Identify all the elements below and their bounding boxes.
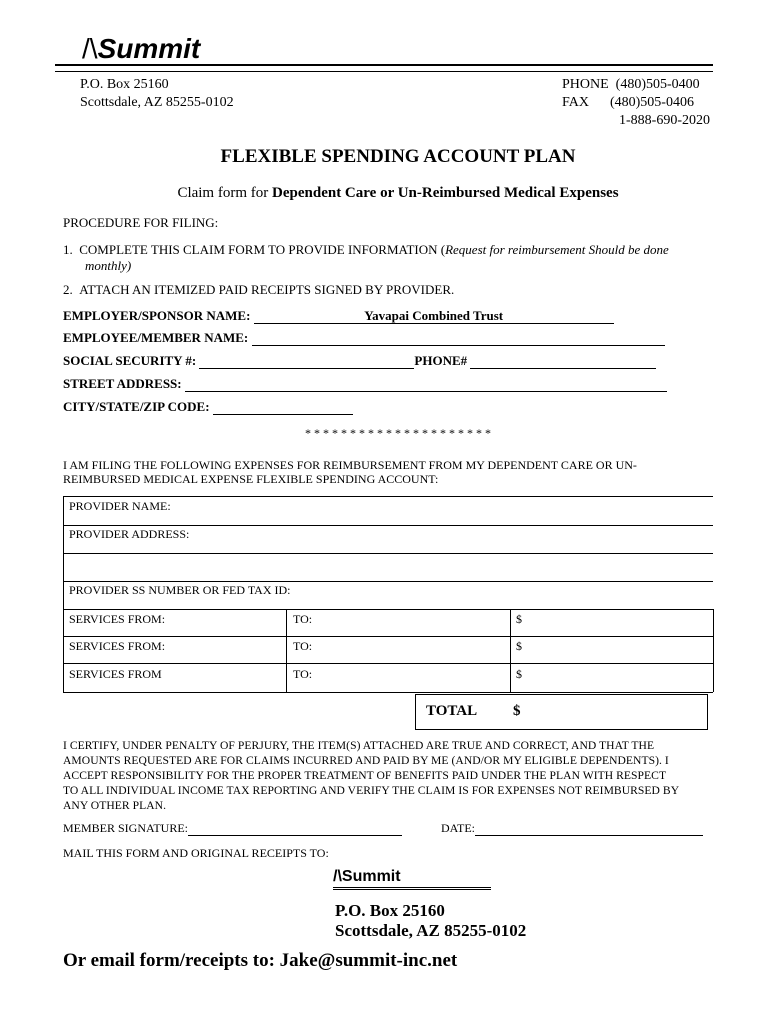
services-bottom-border bbox=[63, 692, 713, 693]
services-from-label: SERVICES FROM: bbox=[69, 612, 166, 626]
services-line-1 bbox=[63, 636, 713, 637]
summit-logo bbox=[82, 34, 200, 64]
street-row bbox=[63, 376, 667, 392]
step2-text: ATTACH AN ITEMIZED PAID RECEIPTS SIGNED BY PROVIDER. bbox=[79, 282, 455, 297]
services-amount-label: $ bbox=[516, 612, 522, 626]
city-label: CITY/STATE/ZIP CODE: bbox=[63, 399, 210, 414]
city-field[interactable] bbox=[213, 400, 353, 415]
provider-address-label: PROVIDER ADDRESS: bbox=[69, 527, 190, 541]
ssn-row bbox=[63, 353, 656, 369]
city-row bbox=[63, 399, 353, 415]
filing-statement-line2: REIMBURSED MEDICAL EXPENSE FLEXIBLE SPENDING ACCOUNT: bbox=[63, 472, 439, 486]
services-amount-label: $ bbox=[516, 639, 522, 653]
total-box[interactable] bbox=[415, 694, 708, 730]
signature-row bbox=[63, 821, 402, 836]
phone-label: PHONE bbox=[562, 77, 609, 92]
services-to-label: TO: bbox=[293, 667, 313, 681]
provider-line-2 bbox=[63, 553, 713, 554]
ssn-label: SOCIAL SECURITY #: bbox=[63, 353, 197, 368]
email-instruction: Or email form/receipts to: Jake@summit-inc.net bbox=[63, 950, 458, 971]
filing-statement bbox=[63, 458, 733, 486]
ssn-field[interactable] bbox=[199, 354, 414, 369]
total-label: TOTAL bbox=[426, 703, 478, 719]
employer-field[interactable] bbox=[254, 308, 614, 324]
fax-value: (480)505-0406 bbox=[609, 95, 694, 110]
employer-row bbox=[63, 308, 614, 324]
provider-line-1 bbox=[63, 525, 713, 526]
employee-row bbox=[63, 330, 665, 346]
employer-label: EMPLOYER/SPONSOR NAME: bbox=[63, 308, 251, 323]
certify-line: I CERTIFY, UNDER PENALTY OF PERJURY, THE ITEM(S) ATTACHED ARE TRUE AND CORRECT, AND THAT THE bbox=[63, 739, 655, 752]
provider-taxid-label: PROVIDER SS NUMBER OR FED TAX ID: bbox=[69, 583, 291, 597]
step1-italic: Request for reimbursement Should be done bbox=[445, 242, 669, 257]
page-title: FLEXIBLE SPENDING ACCOUNT PLAN bbox=[220, 146, 576, 167]
services-from-label: SERVICES FROM bbox=[69, 667, 162, 681]
services-amount-label: $ bbox=[516, 667, 522, 681]
date-field[interactable] bbox=[475, 823, 703, 836]
logo-text: Summit bbox=[97, 33, 201, 64]
certification-text bbox=[63, 738, 735, 813]
street-field[interactable] bbox=[185, 377, 667, 392]
provider-taxid-field[interactable] bbox=[69, 583, 291, 598]
tollfree: 1-888-690-2020 bbox=[619, 113, 710, 128]
services-line-2 bbox=[63, 663, 713, 664]
filing-statement-line1: I AM FILING THE FOLLOWING EXPENSES FOR REIMBURSEMENT FROM MY DEPENDENT CARE OR UN- bbox=[63, 458, 637, 472]
services-right-border bbox=[713, 609, 714, 692]
signature-field[interactable] bbox=[188, 823, 402, 836]
street-label: STREET ADDRESS: bbox=[63, 376, 182, 391]
signature-label: MEMBER SIGNATURE: bbox=[63, 821, 189, 835]
provider-name-label: PROVIDER NAME: bbox=[69, 499, 171, 513]
step1-num: 1. bbox=[63, 242, 73, 257]
services-from-label: SERVICES FROM: bbox=[69, 639, 166, 653]
date-row bbox=[441, 821, 703, 836]
certify-line: ANY OTHER PLAN. bbox=[63, 799, 167, 812]
header-contact bbox=[562, 76, 712, 130]
employee-field[interactable] bbox=[252, 331, 665, 346]
employee-label: EMPLOYEE/MEMBER NAME: bbox=[63, 330, 249, 345]
subtitle bbox=[0, 185, 770, 202]
phone-field[interactable] bbox=[470, 354, 656, 369]
header-address bbox=[80, 76, 234, 112]
footer-logo bbox=[333, 868, 491, 890]
services-to-label: TO: bbox=[293, 612, 313, 626]
procedure-step1 bbox=[63, 242, 723, 274]
subtitle-bold: Dependent Care or Un-Reimbursed Medical Expenses bbox=[272, 185, 619, 201]
separator: * * * * * * * * * * * * * * * * * * * * * bbox=[305, 426, 491, 440]
logo-mark: /\ bbox=[82, 33, 98, 64]
certify-line: ACCEPT RESPONSIBILITY FOR THE PROPER TREATMENT OF BENEFITS PAID UNDER THE PLAN WITH RESPECT bbox=[63, 769, 667, 782]
header-rule bbox=[55, 64, 713, 72]
services-top-border bbox=[63, 609, 713, 610]
address-line2: Scottsdale, AZ 85255-0102 bbox=[80, 95, 234, 110]
certify-line: AMOUNTS REQUESTED ARE FOR CLAIMS INCURRED AND PAID BY ME (AND/OR MY ELIGIBLE DEPENDENTS). I bbox=[63, 754, 669, 767]
provider-name-field[interactable] bbox=[69, 499, 171, 514]
procedure-heading: PROCEDURE FOR FILING: bbox=[63, 215, 219, 230]
services-col3-border bbox=[510, 609, 511, 692]
step2-num: 2. bbox=[63, 282, 73, 297]
phone-value: (480)505-0400 bbox=[615, 77, 700, 92]
address-line1: P.O. Box 25160 bbox=[80, 77, 169, 92]
footer-address-line1: P.O. Box 25160 bbox=[335, 901, 445, 920]
step1-text: COMPLETE THIS CLAIM FORM TO PROVIDE INFORMATION ( bbox=[79, 242, 446, 257]
total-currency: $ bbox=[513, 703, 521, 719]
provider-line-3 bbox=[63, 581, 713, 582]
footer-address-line2: Scottsdale, AZ 85255-0102 bbox=[335, 921, 527, 940]
provider-top-border bbox=[63, 496, 713, 497]
fax-label: FAX bbox=[562, 95, 589, 110]
employer-value: Yavapai Combined Trust bbox=[364, 308, 504, 323]
subtitle-prefix: Claim form for bbox=[177, 185, 273, 201]
mail-instruction: MAIL THIS FORM AND ORIGINAL RECEIPTS TO: bbox=[63, 846, 329, 860]
phone-field-label: PHONE# bbox=[414, 353, 468, 368]
services-col2-border bbox=[286, 609, 287, 692]
date-label: DATE: bbox=[441, 821, 475, 835]
procedure-step2 bbox=[63, 282, 454, 298]
step1-italic2: monthly) bbox=[85, 258, 132, 273]
provider-address-field[interactable] bbox=[69, 527, 189, 542]
footer-address bbox=[335, 901, 526, 941]
certify-line: TO ALL INDIVIDUAL INCOME TAX REPORTING AND VERIFY THE CLAIM IS FOR EXPENSES NOT REIMBURSED BY bbox=[63, 784, 680, 797]
services-to-label: TO: bbox=[293, 639, 313, 653]
footer-logo-text: /\Summit bbox=[333, 868, 401, 885]
